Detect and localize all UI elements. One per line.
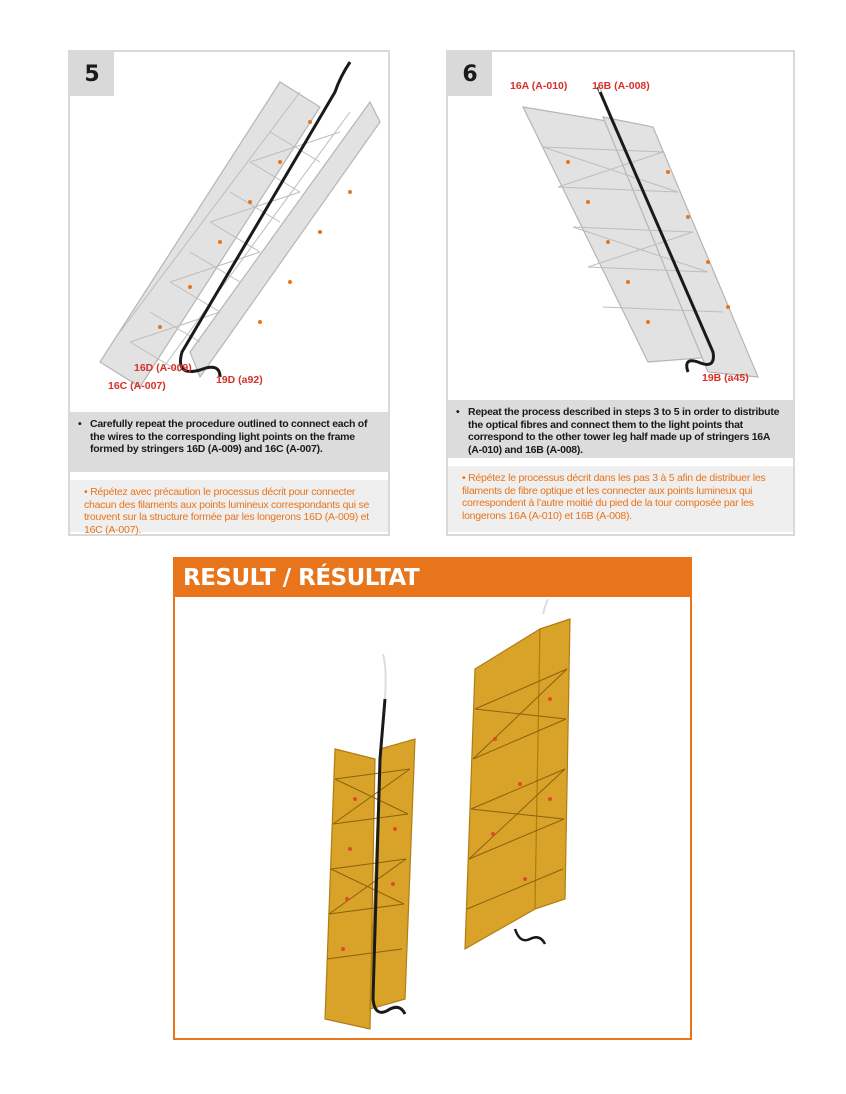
step-6-instruction-fr: • Répétez le processus décrit dans les pas 3 à 5 afin de distribuer les filaments de fibre optique et les connecter aux points lumineux qui correspondent à l’autre moitié du pied de la tour composée par les longerons 16A (A-010) et 16B (A-008). <box>462 472 766 522</box>
step-6-instruction-en: Repeat the process described in steps 3 to 5 in order to distribute the optical fibres and connect them to the light points that correspond to the other tower leg half made up of stringers 16A (A-010) and 16B (A-008). <box>468 406 780 456</box>
step-number: 6 <box>448 52 492 96</box>
step-number: 5 <box>70 52 114 96</box>
step-5-instruction-fr: • Répétez avec précaution le processus décrit pour connecter chacun des filaments aux points lumineux correspondants qui se trouvent sur la structure formée par les longerons 16D (A-009) et 16C (A-007). <box>84 486 370 536</box>
label-16b: 16B (A-008) <box>592 80 650 92</box>
result-panel <box>173 557 692 1040</box>
step-6-panel <box>446 50 795 536</box>
step-5-text-en <box>70 412 388 472</box>
label-16c: 16C (A-007) <box>108 380 166 392</box>
step-6-text-en <box>448 400 793 458</box>
step-5-text-fr <box>70 480 388 536</box>
step-5-instruction-en: Carefully repeat the procedure outlined to connect each of the wires to the corresponding light points on the frame formed by stringers 16D (A-009) and 16C (A-007). <box>90 418 368 456</box>
bullet: • <box>78 418 82 430</box>
label-16d: 16D (A-009) <box>134 362 192 374</box>
label-19b: 19B (a45) <box>702 372 749 384</box>
step-6-text-fr <box>448 466 793 532</box>
step-5-panel <box>68 50 390 536</box>
label-16a: 16A (A-010) <box>510 80 568 92</box>
step-6-illustration <box>448 52 793 392</box>
result-illustration <box>175 599 690 1039</box>
result-title: RESULT / RÉSULTAT <box>175 559 690 597</box>
bullet: • <box>456 406 460 418</box>
step-5-illustration <box>70 52 388 408</box>
label-19d: 19D (a92) <box>216 374 263 386</box>
